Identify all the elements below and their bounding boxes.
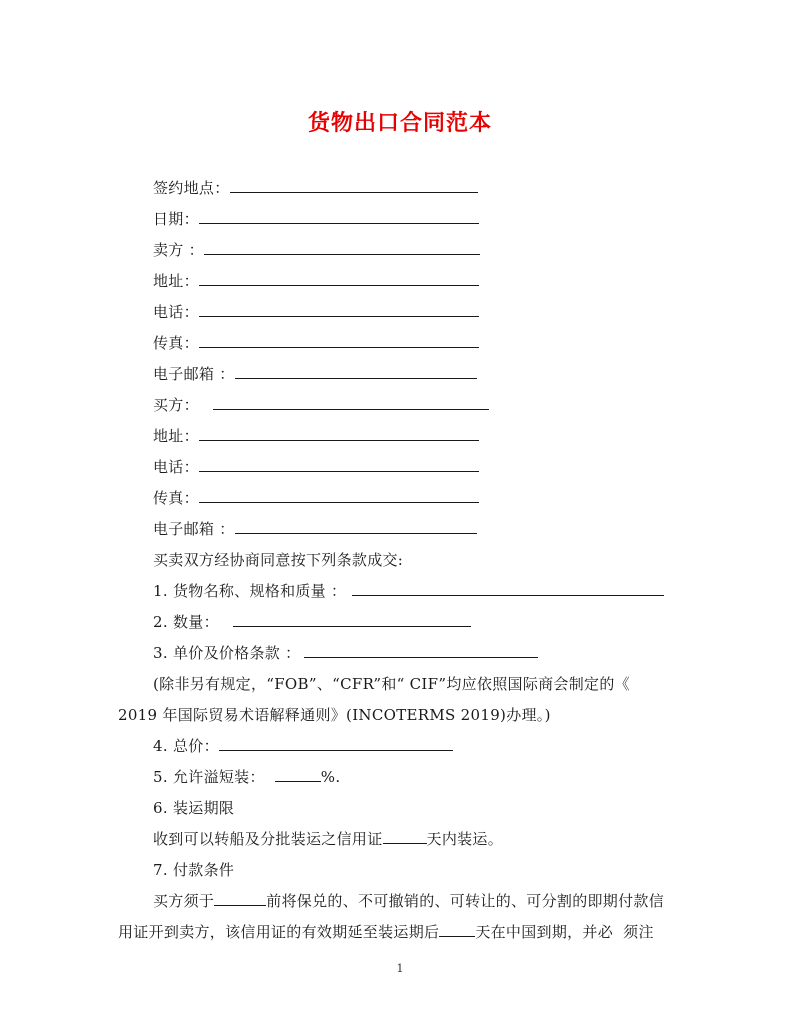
date-blank[interactable] (199, 209, 479, 224)
buyer-address-blank[interactable] (199, 426, 479, 441)
clause-7-body-line2 (118, 922, 654, 942)
clause-3-note-line2: 2019 年国际贸易术语解释通则》(INCOTERMS 2019)办理。) (118, 706, 551, 724)
document-title: 货物出口合同范本 (307, 110, 492, 136)
clause-4-label: 4. 总价： (153, 737, 219, 755)
clause-7-blank-1[interactable] (214, 891, 266, 906)
buyer-phone-blank[interactable] (199, 457, 479, 472)
seller-phone-field (153, 302, 479, 322)
clause-7-heading: 7. 付款条件 (153, 861, 235, 879)
clause-5-suffix: %. (320, 768, 341, 786)
buyer-email-blank[interactable] (235, 519, 477, 534)
clause-6-body-text-b: 天内装运。 (426, 830, 504, 848)
buyer-fax-blank[interactable] (199, 488, 479, 503)
seller-email-label: 电子邮箱 ： (153, 365, 235, 383)
clause-1 (153, 581, 664, 601)
clause-7-body2-text-a: 用证开到卖方，该信用证的有效期延至装运期后 (118, 923, 440, 941)
clause-7-body-line1 (153, 891, 664, 911)
seller-phone-label: 电话： (153, 303, 199, 321)
signing-place-label: 签约地点： (153, 179, 230, 197)
clause-6-blank[interactable] (383, 829, 427, 844)
date-label: 日期： (153, 210, 199, 228)
seller-phone-blank[interactable] (199, 302, 479, 317)
clause-2-label: 2. 数量： (153, 613, 219, 631)
buyer-email-label: 电子邮箱 ： (153, 520, 235, 538)
seller-email-blank[interactable] (235, 364, 477, 379)
page-number: 1 (396, 962, 404, 975)
clause-6-body-text-a: 收到可以转船及分批装运之信用证 (153, 830, 383, 848)
buyer-email-field (153, 519, 477, 539)
clause-3-label: 3. 单价及价格条款 ： (153, 644, 301, 662)
clause-2-blank[interactable] (233, 612, 471, 627)
clause-3-blank[interactable] (304, 643, 538, 658)
clause-3-note-line1: (除非另有规定，“FOB”、“CFR”和“ CIF”均应依照国际商会制定的《 (153, 675, 630, 693)
buyer-fax-field (153, 488, 479, 508)
clause-1-blank[interactable] (352, 581, 664, 596)
buyer-label: 买方： (153, 396, 199, 414)
seller-label: 卖方 ： (153, 241, 204, 259)
seller-email-field (153, 364, 477, 384)
buyer-phone-field (153, 457, 479, 477)
buyer-field (153, 395, 489, 415)
seller-address-blank[interactable] (199, 271, 479, 286)
clause-7-blank-2[interactable] (439, 922, 475, 937)
clause-4 (153, 736, 453, 756)
clause-5-label: 5. 允许溢短装： (153, 768, 265, 786)
intro-text: 买卖双方经协商同意按下列条款成交: (153, 551, 404, 569)
signing-place-blank[interactable] (230, 178, 478, 193)
clause-7-body1-text-a: 买方须于 (153, 892, 215, 910)
signing-place-field (153, 178, 478, 198)
seller-field (153, 240, 480, 260)
clause-5-blank[interactable] (275, 767, 321, 782)
clause-7-body2-text-b: 天在中国到期，并必 须注 (475, 923, 654, 941)
buyer-fax-label: 传真： (153, 489, 199, 507)
clause-6-body (153, 829, 503, 849)
seller-address-label: 地址： (153, 272, 199, 290)
clause-2 (153, 612, 471, 632)
seller-address-field (153, 271, 479, 291)
buyer-address-field (153, 426, 479, 446)
buyer-blank[interactable] (213, 395, 489, 410)
clause-1-label: 1. 货物名称、规格和质量 ： (153, 582, 347, 600)
seller-blank[interactable] (204, 240, 480, 255)
clause-7-body1-text-b: 前将保兑的、不可撤销的、可转让的、可分割的即期付款信 (266, 892, 665, 910)
seller-fax-field (153, 333, 479, 353)
clause-6-heading: 6. 装运期限 (153, 799, 235, 817)
seller-fax-label: 传真： (153, 334, 199, 352)
clause-5 (153, 767, 340, 787)
buyer-address-label: 地址： (153, 427, 199, 445)
seller-fax-blank[interactable] (199, 333, 479, 348)
clause-3 (153, 643, 538, 663)
date-field (153, 209, 479, 229)
clause-4-blank[interactable] (219, 736, 453, 751)
buyer-phone-label: 电话： (153, 458, 199, 476)
